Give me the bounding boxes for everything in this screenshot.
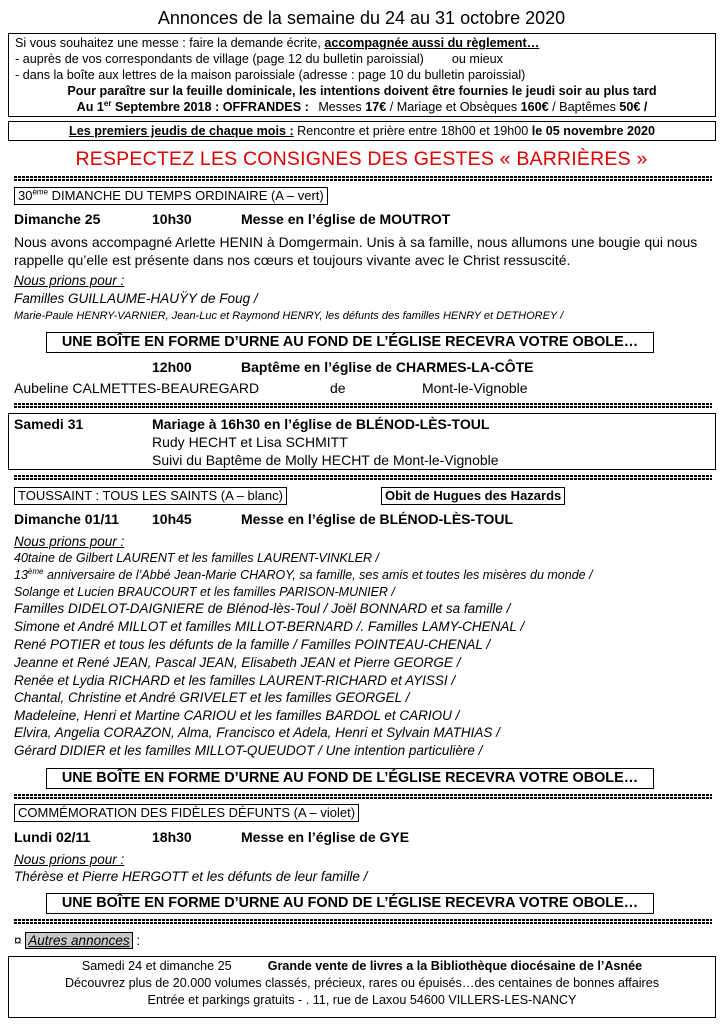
prayer-intention: Familles GUILLAUME-HAUŸY de Foug /	[14, 291, 258, 306]
event-title: Messe en l’église de MOUTROT	[241, 211, 451, 227]
other-announcements-heading: ¤ Autres annonces :	[14, 933, 141, 948]
prayer-intention: Gérard DIDIER et les familles MILLOT-QUEUDOT / Une intention particulière /	[14, 743, 483, 758]
separator-line	[14, 176, 712, 181]
prayer-heading: Nous prions pour :	[14, 534, 125, 549]
prayer-intention: Solange et Lucien BRAUCOURT et les familles PARISON-MUNIER /	[14, 585, 395, 599]
prayer-intention: Thérèse et Pierre HERGOTT et les défunts de leur famille /	[14, 869, 368, 884]
event-title: Messe en l’église de BLÉNOD-LÈS-TOUL	[241, 511, 514, 527]
book-sale-line-3: Entrée et parkings gratuits - . 11, rue de Laxou 54600 VILLERS-LES-NANCY	[147, 993, 577, 1007]
offering-box-notice: UNE BOÎTE EN FORME D’URNE AU FOND DE L’ÉGLISE RECEVRA VOTRE OBOLE…	[46, 332, 654, 353]
event-time: 12h00	[152, 359, 192, 375]
event-title: Mariage à 16h30 en l’église de BLÉNOD-LÈS-TOUL	[152, 416, 490, 432]
separator-line	[14, 919, 712, 924]
prayer-intention: Renée et Lydia RICHARD et les familles LAURENT-RICHARD et AYISSI /	[14, 673, 456, 688]
prayer-heading: Nous prions pour :	[14, 273, 125, 288]
prayer-intention: Chantal, Christine et André GRIVELET et les familles GEORGEL /	[14, 690, 410, 705]
info-line-1: Si vous souhaitez une messe : faire la demande écrite, accompagnée aussi du règlement…	[15, 36, 540, 50]
prayer-intention: Jeanne et René JEAN, Pascal JEAN, Elisabeth JEAN et Pierre GEORGE /	[14, 655, 461, 670]
prayer-intention: Familles DIDELOT-DAIGNIERE de Blénod-lès-Toul / Joël BONNARD et sa famille /	[14, 601, 511, 616]
event-day: Dimanche 25	[14, 211, 101, 227]
baptism-place: Mont-le-Vignoble	[422, 380, 528, 396]
mass-request-info-box	[8, 33, 716, 117]
liturgical-sunday-label: 30ème DIMANCHE DU TEMPS ORDINAIRE (A – vert)	[14, 187, 328, 205]
event-time: 18h30	[152, 829, 192, 845]
info-line-3: - dans la boîte aux lettres de la maison paroissiale (adresse : page 10 du bulletin paroissial)	[15, 68, 526, 82]
liturgical-commemoration-label: COMMÉMORATION DES FIDÈLES DÉFUNTS (A – violet)	[14, 804, 359, 822]
event-title: Baptême en l’église de CHARMES-LA-CÔTE	[241, 359, 534, 375]
wedding-couple: Rudy HECHT et Lisa SCHMITT	[152, 434, 348, 450]
event-time: 10h30	[152, 211, 192, 227]
prayer-intention: 13ème anniversaire de l’Abbé Jean-Marie CHAROY, sa famille, ses amis et toutes les misères du monde /	[14, 566, 593, 582]
prayer-intention: 40taine de Gilbert LAURENT et les familles LAURENT-VINKLER /	[14, 551, 379, 565]
offering-box-notice: UNE BOÎTE EN FORME D’URNE AU FOND DE L’ÉGLISE RECEVRA VOTRE OBOLE…	[46, 893, 654, 914]
separator-line	[14, 794, 712, 799]
offering-box-notice: UNE BOÎTE EN FORME D’URNE AU FOND DE L’ÉGLISE RECEVRA VOTRE OBOLE…	[46, 768, 654, 789]
info-line-2: - auprès de vos correspondants de village (page 12 du bulletin paroissial) ou mieux	[15, 52, 503, 66]
event-day: Dimanche 01/11	[14, 511, 120, 527]
liturgical-feast-label: TOUSSAINT : TOUS LES SAINTS (A – blanc)	[14, 487, 287, 505]
event-day: Lundi 02/11	[14, 829, 91, 845]
info-deadline: Pour paraître sur la feuille dominicale, les intentions doivent être fournies le jeudi soir au plus tard	[67, 84, 657, 98]
separator-line	[14, 475, 712, 480]
event-time: 10h45	[152, 511, 192, 527]
book-sale-box	[8, 956, 716, 1018]
obit-label: Obit de Hugues des Hazards	[381, 487, 565, 505]
first-thursday-box: Les premiers jeudis de chaque mois : Rencontre et prière entre 18h00 et 19h00 le 05 novembre 2020	[8, 121, 716, 141]
baptism-name: Aubeline CALMETTES-BEAUREGARD	[14, 380, 260, 396]
info-offrandes: Au 1er Septembre 2018 : OFFRANDES : Messes 17€ / Mariage et Obsèques 160€ / Baptêmes 50€ /	[76, 98, 648, 114]
bullet-icon: ¤	[14, 933, 22, 948]
prayer-intention: Madeleine, Henri et Martine CARIOU et les familles BARDOL et CARIOU /	[14, 708, 460, 723]
book-sale-line-1: Samedi 24 et dimanche 25 Grande vente de livres a la Bibliothèque diocésaine de l’Asnée	[81, 959, 643, 973]
condolence-paragraph: Nous avons accompagné Arlette HENIN à Domgermain. Unis à sa famille, nous allumons une bougie qui nous rappelle qu’elle est présente dans nos cœurs et toujours vivante avec le Christ ressuscité.	[14, 234, 698, 268]
prayer-intention: Simone et André MILLOT et familles MILLOT-BERNARD /. Familles LAMY-CHENAL /	[14, 619, 525, 634]
separator-line	[14, 403, 712, 408]
barrier-gestures-warning: RESPECTEZ LES CONSIGNES DES GESTES « BARRIÈRES »	[75, 148, 648, 170]
baptism-de: de	[330, 380, 346, 396]
book-sale-line-2: Découvrez plus de 20.000 volumes classés, précieux, rares ou épuisés…des centaines de bonnes affaires	[64, 976, 660, 990]
prayer-heading: Nous prions pour :	[14, 852, 125, 867]
wedding-baptism: Suivi du Baptême de Molly HECHT de Mont-le-Vignoble	[152, 452, 499, 468]
page-title: Annonces de la semaine du 24 au 31 octobre 2020	[157, 8, 566, 28]
event-title: Messe en l’église de GYE	[241, 829, 410, 845]
prayer-intention: Marie-Paule HENRY-VARNIER, Jean-Luc et Raymond HENRY, les défunts des familles HENRY et DETHOREY /	[14, 310, 564, 322]
prayer-intention: Elvira, Angelia CORAZON, Alma, Francisco et Adela, Henri et Sylvain MATHIAS /	[14, 725, 500, 740]
prayer-intention: René POTIER et tous les défunts de la famille / Familles POINTEAU-CHENAL /	[14, 637, 491, 652]
event-day: Samedi 31	[14, 416, 84, 432]
